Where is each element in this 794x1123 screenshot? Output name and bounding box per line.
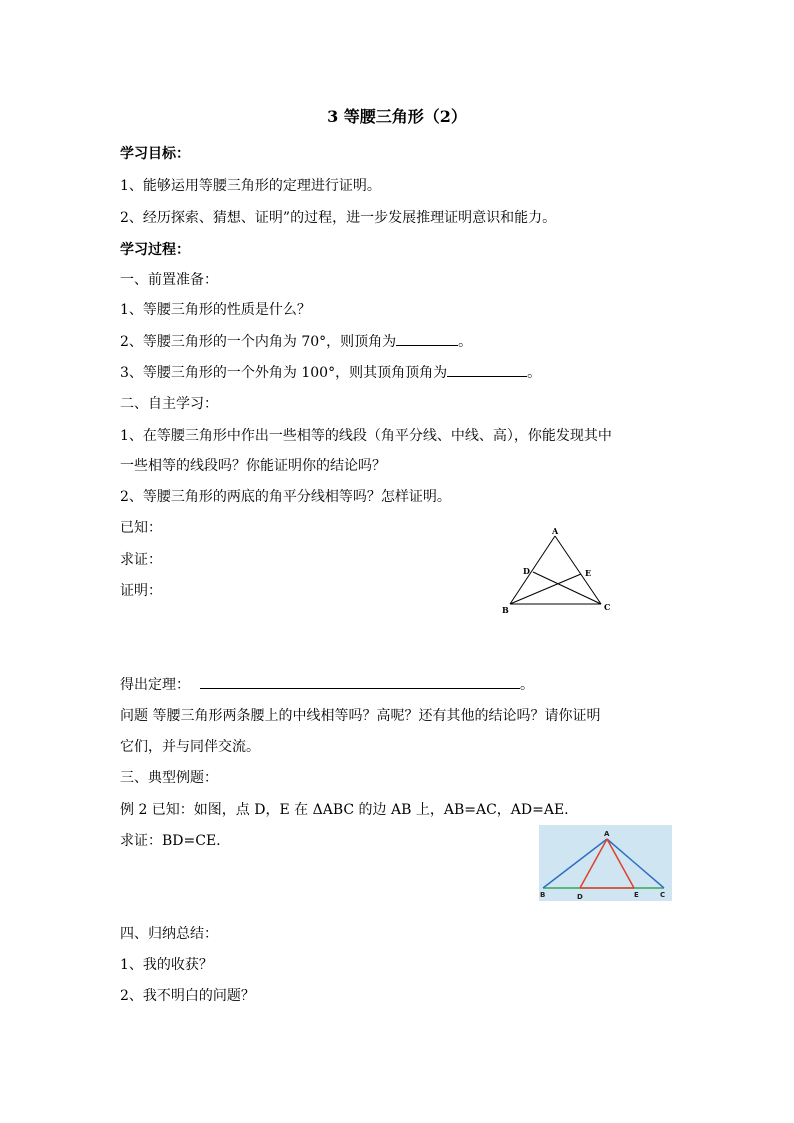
self-study-p1-line1: 1、在等腰三角形中作出一些相等的线段（角平分线、中线、高），你能发现其中 — [120, 428, 612, 444]
theorem-end: 。 — [520, 677, 534, 693]
triangle-figure-bisectors — [495, 522, 620, 622]
prep-question-3-end: 。 — [527, 365, 542, 381]
prep-question-3-text: 3、等腰三角形的一个外角为 100°，则其顶角顶角为 — [120, 365, 448, 381]
prep-question-1: 1、等腰三角形的性质是什么？ — [120, 302, 311, 318]
summary-question-2: 2、我不明白的问题？ — [120, 988, 255, 1004]
self-study-heading: 二、自主学习： — [120, 396, 218, 412]
examples-heading: 三、典型例题： — [120, 770, 218, 786]
theorem-label: 得出定理： — [120, 677, 190, 693]
goal-item-1: 1、能够运用等腰三角形的定理进行证明。 — [120, 178, 381, 194]
prep-question-2 — [120, 331, 472, 352]
summary-question-1: 1、我的收获？ — [120, 957, 213, 973]
prove-label: 求证： — [120, 552, 162, 568]
label-c: C — [604, 602, 611, 612]
example-2-statement: 例 2 已知：如图，点 D，E 在 ΔABC 的边 AB 上，AB=AC，AD=AE. — [120, 802, 569, 818]
theorem-line — [120, 674, 534, 695]
label-c: C — [660, 891, 666, 899]
known-label: 已知： — [120, 520, 162, 536]
goal-item-2: 2、经历探索、猜想、证明”的过程，进一步发展推理证明意识和能力。 — [120, 210, 557, 226]
answer-blank-1[interactable] — [396, 331, 458, 346]
segment-be — [510, 574, 581, 604]
answer-blank-2[interactable] — [447, 362, 527, 377]
label-e: E — [634, 891, 639, 899]
prep-question-2-text: 2、等腰三角形的一个内角为 70°，则顶角为 — [120, 334, 397, 350]
theorem-blank[interactable] — [200, 674, 520, 689]
label-b: B — [502, 605, 509, 615]
question-line2: 它们，并与同伴交流。 — [120, 739, 260, 755]
label-a: A — [604, 830, 610, 838]
self-study-p1-line2: 一些相等的线段吗？你能证明你的结论吗？ — [120, 458, 386, 474]
question-line1: 问题 等腰三角形两条腰上的中线相等吗？高呢？还有其他的结论吗？请你证明 — [120, 708, 601, 724]
label-a: A — [552, 526, 559, 536]
prep-question-2-end: 。 — [458, 334, 473, 350]
goals-heading: 学习目标： — [120, 146, 190, 162]
label-e: E — [585, 568, 592, 578]
prep-question-3 — [120, 362, 541, 383]
proof-label: 证明： — [120, 583, 162, 599]
triangle-figure-colored — [539, 825, 672, 901]
process-heading: 学习过程： — [120, 242, 190, 258]
self-study-p2: 2、等腰三角形的两底的角平分线相等吗？怎样证明。 — [120, 489, 451, 505]
side-ac — [555, 536, 601, 604]
label-d: D — [577, 893, 583, 901]
label-d: D — [523, 566, 530, 576]
example-2-prove: 求证：BD=CE. — [120, 833, 221, 849]
prep-heading: 一、前置准备： — [120, 272, 218, 288]
summary-heading: 四、归纳总结： — [120, 926, 218, 942]
label-b: B — [540, 891, 546, 899]
side-ab — [510, 536, 555, 604]
page-title: 3 等腰三角形（2） — [327, 107, 467, 126]
